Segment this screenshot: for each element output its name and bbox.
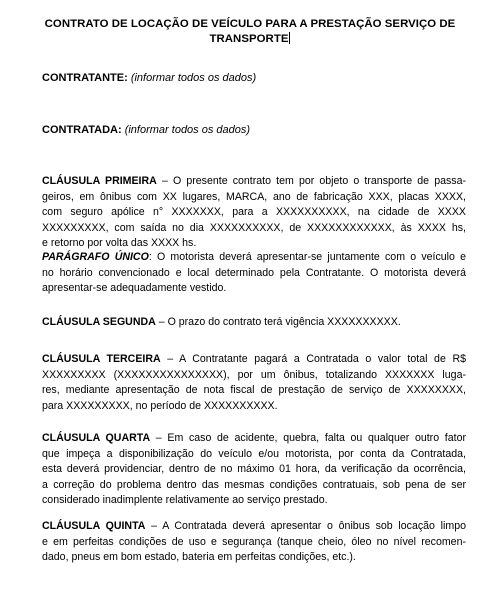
paragrafo-unico (42, 250, 466, 297)
title-line-2-text: TRANSPORTE (209, 33, 289, 45)
contratante-hint: (informar todos os dados) (130, 72, 257, 84)
paragrafo-unico-lead: PARÁGRAFO ÚNICO (42, 251, 149, 263)
clausula-quarta-lead: CLÁUSULA QUARTA (42, 432, 151, 444)
paragraph-line: a correção do problema dentro das mesmas condições contratuais, sob pena de ser (42, 478, 466, 491)
paragraph-line: que impeça a disponibilização do veículo e/ou motorista, por conta da Contratada, (42, 447, 466, 460)
document-title (40, 17, 460, 47)
paragraph-line: com seguro apólice n° XXXXXXX, para a XXXXXXXXXX, na cidade de XXXX (42, 206, 466, 218)
paragraph-line: XXXXXXXXX (XXXXXXXXXXXXXXX), por um ônibus, totalizando XXXXXXX luga- (42, 368, 466, 381)
paragraph-line: no horário convencionado e local determinado pela Contratante. O motorista deverá (42, 266, 466, 279)
paragraph-line: apresentar-se adequadamente vestido. (42, 282, 227, 294)
contratada-label: CONTRATADA: (42, 124, 122, 136)
clausula-segunda-lead: CLÁUSULA SEGUNDA (42, 316, 156, 328)
clausula-segunda (42, 315, 466, 331)
paragraph-line (42, 352, 466, 368)
paragraph-line (42, 315, 466, 331)
paragraph-line: esta deverá providenciar, dentro de no máximo 01 hora, da verificação da ocorrência, (42, 463, 466, 475)
contratante-line (42, 71, 256, 85)
contratada-line (42, 123, 250, 137)
title-line-1: CONTRATO DE LOCAÇÃO DE VEÍCULO PARA A PRESTAÇÃO SERVIÇO DE (44, 18, 456, 30)
clausula-terceira-lead: CLÁUSULA TERCEIRA (42, 353, 161, 365)
contratada-hint: (informar todos os dados) (124, 124, 251, 136)
paragraph-line: para XXXXXXXXX, no período de XXXXXXXXXX. (42, 399, 278, 412)
paragraph-line (42, 250, 466, 266)
paragraph-line: considerado inadimplente relativamente ao serviço prestado. (42, 494, 328, 506)
clausula-terceira (42, 352, 466, 414)
paragraph-line-text: – A Contratante pagará a Contratada o valor total de R$ (160, 353, 466, 365)
paragraph-line: XXXXXXXXX, com saída no dia XXXXXXXXXX, de XXXXXXXXXXXX, às XXXX hs, (42, 221, 466, 234)
clausula-primeira-lead: CLÁUSULA PRIMEIRA (42, 175, 157, 187)
clausula-quinta (42, 519, 466, 566)
paragraph-line: e retorno por volta das XXXX hs. (42, 237, 197, 249)
text-cursor[interactable] (289, 32, 290, 44)
paragraph-line-text: – A Contratada deverá apresentar o ônibus sob locação limpo (145, 520, 466, 532)
paragraph-line (42, 519, 466, 535)
paragraph-line: e em perfeitas condições de uso e segurança (tanque cheio, óleo no nível recomen- (42, 535, 466, 548)
paragraph-line (42, 431, 466, 447)
paragraph-line-text: – O presente contrato tem por objeto o transporte de passa- (156, 175, 466, 187)
clausula-quarta (42, 431, 466, 509)
clausula-quinta-lead: CLÁUSULA QUINTA (42, 520, 146, 532)
title-line-2 (40, 32, 460, 47)
paragraph-line: res, mediante apresentação de nota fiscal de prestação de serviço de XXXXXXXX, (42, 384, 466, 396)
paragraph-line: geiros, em ônibus com XX lugares, MARCA, ano de fabricação XXX, placas XXXX, (42, 190, 466, 203)
contratante-label: CONTRATANTE: (42, 72, 128, 84)
paragraph-line-text: : O motorista deverá apresentar-se juntamente com o veículo e (148, 251, 466, 263)
paragraph-line-text: – Em caso de acidente, quebra, falta ou qualquer outro fator (150, 432, 466, 444)
clausula-primeira (42, 174, 466, 252)
paragraph-line-text: – O prazo do contrato terá vigência XXXXXXXXXX. (155, 316, 401, 328)
paragraph-line: dado, pneus em bom estado, bateria em perfeitas condições, etc.). (42, 551, 356, 563)
paragraph-line (42, 174, 466, 190)
